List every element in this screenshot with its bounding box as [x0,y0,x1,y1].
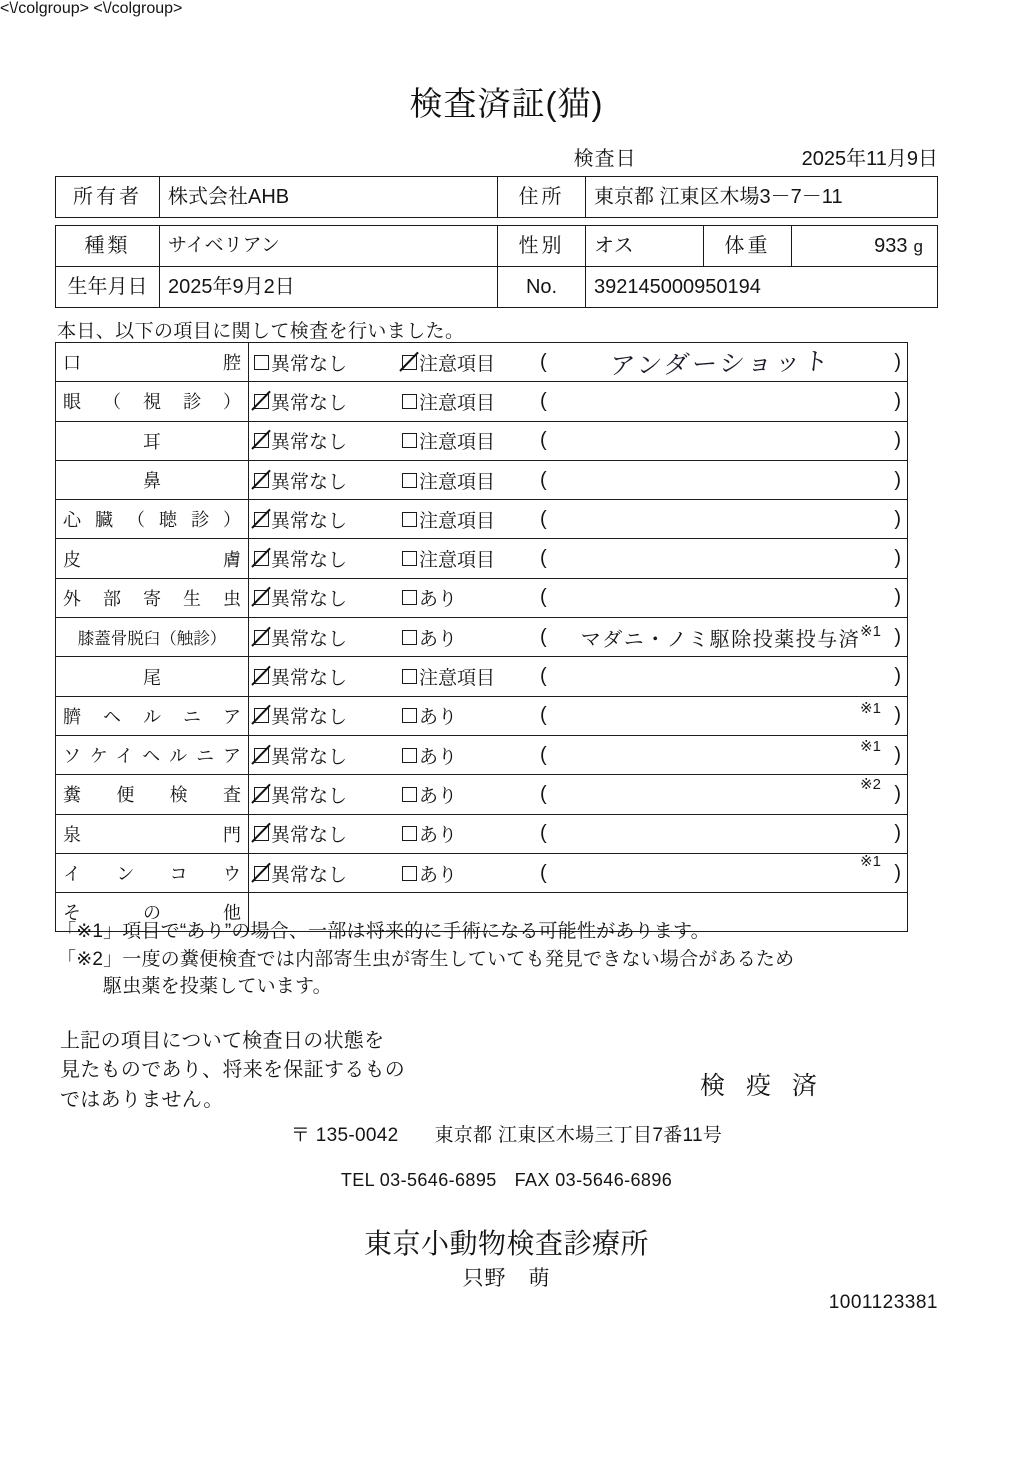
checkbox-option-label: あり [419,864,458,886]
checklist-note-field[interactable] [540,390,907,413]
checklist-note-field[interactable] [540,547,907,570]
checkbox-option-label: 異常なし [271,668,348,690]
checklist-row [56,421,908,460]
checklist-note-field[interactable] [540,744,907,767]
checklist-row-label: 心 臓 （ 聴 診 ） [56,500,249,539]
checkbox-option-label: 異常なし [271,746,348,768]
checkbox-option-1[interactable] [254,388,402,415]
checkbox-option-label: あり [419,785,458,807]
paren-close: ) [894,350,901,373]
paren-close: ) [894,429,901,452]
checklist-row-body [249,500,908,539]
checklist-row-label: ソケイヘルニア [56,735,249,774]
checkbox-checked-icon[interactable] [254,669,269,684]
checkbox-option-label: 異常なし [271,510,348,532]
paren-close: ) [894,861,901,884]
disclaimer [60,1027,405,1115]
checkbox-option-2[interactable] [402,742,540,769]
checkbox-icon[interactable] [402,512,417,527]
checklist-note-field[interactable] [540,586,907,609]
checklist-note-field[interactable] [540,862,907,885]
paren-open: ( [540,389,547,412]
footnote-marker: ※1 [860,738,881,755]
checklist-row-body [249,814,908,853]
checkbox-option-label: 異常なし [271,864,348,886]
checkbox-option-label: あり [419,589,458,611]
checkbox-option-2[interactable] [402,702,540,729]
checkbox-option-2[interactable] [402,349,540,376]
paren-close: ) [894,547,901,570]
checklist-row [56,814,908,853]
paren-open: ( [540,743,547,766]
checkbox-option-label: 注意項目 [419,432,496,454]
checklist-row [56,382,908,421]
checklist-note-field[interactable] [540,469,907,492]
checklist-row-body [249,853,908,892]
checklist-row-label: 膝蓋骨脱臼（触診） [56,618,249,657]
paren-open: ( [540,468,547,491]
footnote-marker: ※1 [860,852,881,870]
checkbox-icon[interactable] [402,630,417,645]
checkbox-option-label: 異常なし [271,432,348,454]
checkbox-option-label: 異常なし [271,353,348,375]
checklist-row [56,578,908,617]
weight-value: 933 [874,235,908,257]
exam-date-value: 2025年11月9日 [801,147,938,170]
checkbox-option-1[interactable] [254,742,402,769]
checklist-note-field[interactable] [540,783,907,806]
checklist-row-body [249,775,908,814]
address-value: 東京都 江東区木場3－7－11 [586,177,938,218]
owner-value: 株式会社AHB [160,177,498,218]
checklist-note-field[interactable] [540,429,907,452]
paren-close: ) [894,468,901,491]
sex-label: 性別 [498,226,586,267]
checklist-row-body [249,578,908,617]
checkbox-option-2[interactable] [402,506,540,533]
checklist-row-label: 皮 膚 [56,539,249,578]
checkbox-checked-icon[interactable] [254,590,269,605]
footnote-marker: ※1 [860,623,881,641]
checklist-row [56,618,908,657]
checkbox-option-label: 異常なし [271,392,348,414]
paren-open: ( [540,704,547,727]
checklist-row [56,539,908,578]
checklist-row-label: 臍 ヘ ル ニ ア [56,696,249,735]
checkbox-checked-icon[interactable] [402,355,417,370]
clinic-postal-line [0,1120,1013,1147]
owner-table [55,176,938,218]
disclaimer-line-2: 見たものであり、将来を保証するもの [60,1059,406,1082]
checkbox-option-1[interactable] [254,506,402,533]
checklist-row-label: 泉 門 [56,814,249,853]
checklist-row [56,460,908,499]
checkbox-icon[interactable] [402,826,417,841]
checkbox-option-1[interactable] [254,624,402,651]
checkbox-option-1[interactable] [254,545,402,572]
checkbox-icon[interactable] [402,669,417,684]
checkbox-option-label: あり [419,707,458,729]
checkbox-checked-icon[interactable] [254,473,269,488]
quarantine-stamp: 検 疫 済 [700,1072,824,1100]
paren-close: ) [894,389,901,412]
page-title: 検査済証(猫) [409,85,604,122]
checkbox-icon[interactable] [402,787,417,802]
postal-mark-icon: 〒 135-0042 [290,1125,399,1146]
checkbox-icon[interactable] [402,866,417,881]
checkbox-option-1[interactable] [254,349,402,376]
checklist-row-body [249,343,908,382]
intro-text: 本日、以下の項目に関して検査を行いました。 [57,321,465,342]
checklist-row [56,853,908,892]
checkbox-checked-icon[interactable] [254,551,269,566]
paren-open: ( [540,429,547,452]
checkbox-option-label: あり [419,746,458,768]
address-label: 住所 [498,177,586,218]
checkbox-icon[interactable] [402,708,417,723]
checklist-row-body [249,696,908,735]
checklist-row-label: 耳 [56,421,249,460]
checkbox-option-label: あり [419,825,458,847]
birthdate-label: 生年月日 [56,267,160,308]
checkbox-option-label: 異常なし [271,628,348,650]
checkbox-option-1[interactable] [254,702,402,729]
sex-value: オス [586,226,704,267]
checkbox-icon[interactable] [254,355,269,370]
clinic-fax: FAX 03-5646-6896 [514,1170,673,1190]
checkbox-checked-icon[interactable] [254,866,269,881]
paren-open: ( [540,547,547,570]
owner-label: 所有者 [56,177,160,218]
checkbox-icon[interactable] [402,551,417,566]
checkbox-option-1[interactable] [254,663,402,690]
checkbox-option-label: 注意項目 [419,550,496,572]
checkbox-checked-icon[interactable] [254,512,269,527]
weight-label: 体重 [704,226,792,267]
exam-date-row [55,143,938,169]
checklist-row [56,775,908,814]
paren-close: ) [894,822,901,845]
checkbox-checked-icon[interactable] [254,433,269,448]
checkbox-checked-icon[interactable] [254,630,269,645]
checkbox-option-label: 注意項目 [419,668,496,690]
checkbox-icon[interactable] [402,433,417,448]
checklist-note-field[interactable] [540,344,907,380]
paren-open: ( [540,665,547,688]
breed-value: サイベリアン [160,226,498,267]
checkbox-option-2[interactable] [402,545,540,572]
microchip-value: 392145000950194 [586,267,938,308]
checkbox-checked-icon[interactable] [254,394,269,409]
checkbox-option-label: 注意項目 [419,510,496,532]
checklist-row-label: 糞 便 検 査 [56,775,249,814]
breed-label: 種類 [56,226,160,267]
birthdate-value: 2025年9月2日 [160,267,498,308]
checklist-row-label: イ ン コ ウ [56,853,249,892]
checkbox-option-label: 注意項目 [419,392,496,414]
paren-open: ( [540,625,547,648]
paren-open: ( [540,507,547,530]
checklist-row-label: 外 部 寄 生 虫 [56,578,249,617]
footnotes [57,918,957,1001]
checkbox-option-2[interactable] [402,427,540,454]
disclaimer-line-1: 上記の項目について検査日の状態を [60,1030,385,1052]
checkbox-option-label: 異常なし [271,825,348,847]
checklist-row-label: 口 腔 [56,343,249,382]
checklist-note-field[interactable] [540,822,907,845]
checkbox-option-label: 異常なし [271,589,348,611]
paren-open: ( [540,861,547,884]
checkbox-option-1[interactable] [254,820,402,847]
clinic-contact-line [0,1170,1013,1191]
paren-close: ) [894,586,901,609]
checklist-row [56,657,908,696]
checklist-note-field[interactable] [540,623,907,652]
checkbox-option-2[interactable] [402,584,540,611]
checklist-row-label: 眼 （ 視 診 ） [56,382,249,421]
clinic-address: 東京都 江東区木場三丁目7番11号 [434,1125,723,1146]
checklist-row-body [249,735,908,774]
footnote-marker: ※1 [860,699,881,717]
checkbox-option-label: あり [419,628,458,650]
checkbox-icon[interactable] [402,394,417,409]
animal-table [55,225,938,308]
checklist-row-body [249,657,908,696]
checkbox-option-2[interactable] [402,467,540,494]
checklist-row-body [249,618,908,657]
checklist-row [56,696,908,735]
paren-open: ( [540,822,547,845]
checkbox-option-label: 異常なし [271,471,348,493]
microchip-label: No. [498,267,586,308]
exam-date-label: 検査日 [573,147,637,170]
checkbox-option-1[interactable] [254,584,402,611]
checkbox-option-2[interactable] [402,820,540,847]
checkbox-checked-icon[interactable] [254,826,269,841]
checkbox-option-1[interactable] [254,467,402,494]
checkbox-icon[interactable] [402,590,417,605]
weight-cell [792,226,938,267]
checkbox-option-2[interactable] [402,388,540,415]
paren-close: ) [894,507,901,530]
disclaimer-line-3: ではありません。 [60,1088,224,1111]
footnote-2-line1: 「※2」一度の糞便検査では内部寄生虫が寄生していても発見できない場合があるため [57,948,795,970]
checkbox-option-label: 異常なし [271,707,348,729]
paren-open: ( [540,586,547,609]
paren-close: ) [894,665,901,688]
checkbox-option-2[interactable] [402,860,540,887]
paren-close: ) [894,782,901,805]
clinic-name: 東京小動物検査診療所 [363,1228,649,1259]
checkbox-checked-icon[interactable] [254,748,269,763]
veterinarian-name: 只野 萌 [462,1267,551,1290]
checkbox-checked-icon[interactable] [254,708,269,723]
paren-close: ) [894,625,901,648]
checklist-row-body [249,460,908,499]
checkbox-option-1[interactable] [254,427,402,454]
paren-open: ( [540,350,547,373]
checklist-row [56,735,908,774]
checklist-row-body [249,539,908,578]
checklist-row-label: 尾 [56,657,249,696]
checkbox-icon[interactable] [402,473,417,488]
table-row [56,267,938,308]
table-row [56,177,938,218]
clinic-tel: TEL 03-5646-6895 [340,1170,497,1190]
checklist-row [56,343,908,382]
inspection-checklist [55,342,908,932]
checkbox-option-1[interactable] [254,781,402,808]
checkbox-option-label: 異常なし [271,785,348,807]
paren-close: ) [894,743,901,766]
checkbox-option-1[interactable] [254,860,402,887]
checklist-row-label: 鼻 [56,460,249,499]
paren-open: ( [540,782,547,805]
paren-close: ) [894,704,901,727]
checklist-note-field[interactable] [540,704,907,727]
checklist-note-field[interactable] [540,665,907,688]
weight-unit: g [913,237,923,256]
checklist-row-body [249,421,908,460]
checklist-note-text: マダニ・ノミ駆除投薬投与済 [580,628,861,651]
checkbox-checked-icon[interactable] [254,787,269,802]
checklist-row-body [249,382,908,421]
footnote-marker: ※2 [860,776,881,794]
checkbox-icon[interactable] [402,748,417,763]
checkbox-option-2[interactable] [402,624,540,651]
checklist-row [56,500,908,539]
table-row [56,226,938,267]
checkbox-option-label: 注意項目 [419,353,496,375]
checkbox-option-2[interactable] [402,781,540,808]
checkbox-option-label: 異常なし [271,550,348,572]
document-number: 1001123381 [828,1292,938,1313]
checkbox-option-label: 注意項目 [419,471,496,493]
footnote-1: 「※1」項目で“あり”の場合、一部は将来的に手術になる可能性があります。 [57,921,710,942]
checklist-note-field[interactable] [540,508,907,531]
checklist-row-label: そ の 他 [56,893,249,932]
footnote-2-line2: 駆虫薬を投薬しています。 [103,976,332,998]
checklist-note-text: アンダーショット [608,346,833,381]
checkbox-option-2[interactable] [402,663,540,690]
